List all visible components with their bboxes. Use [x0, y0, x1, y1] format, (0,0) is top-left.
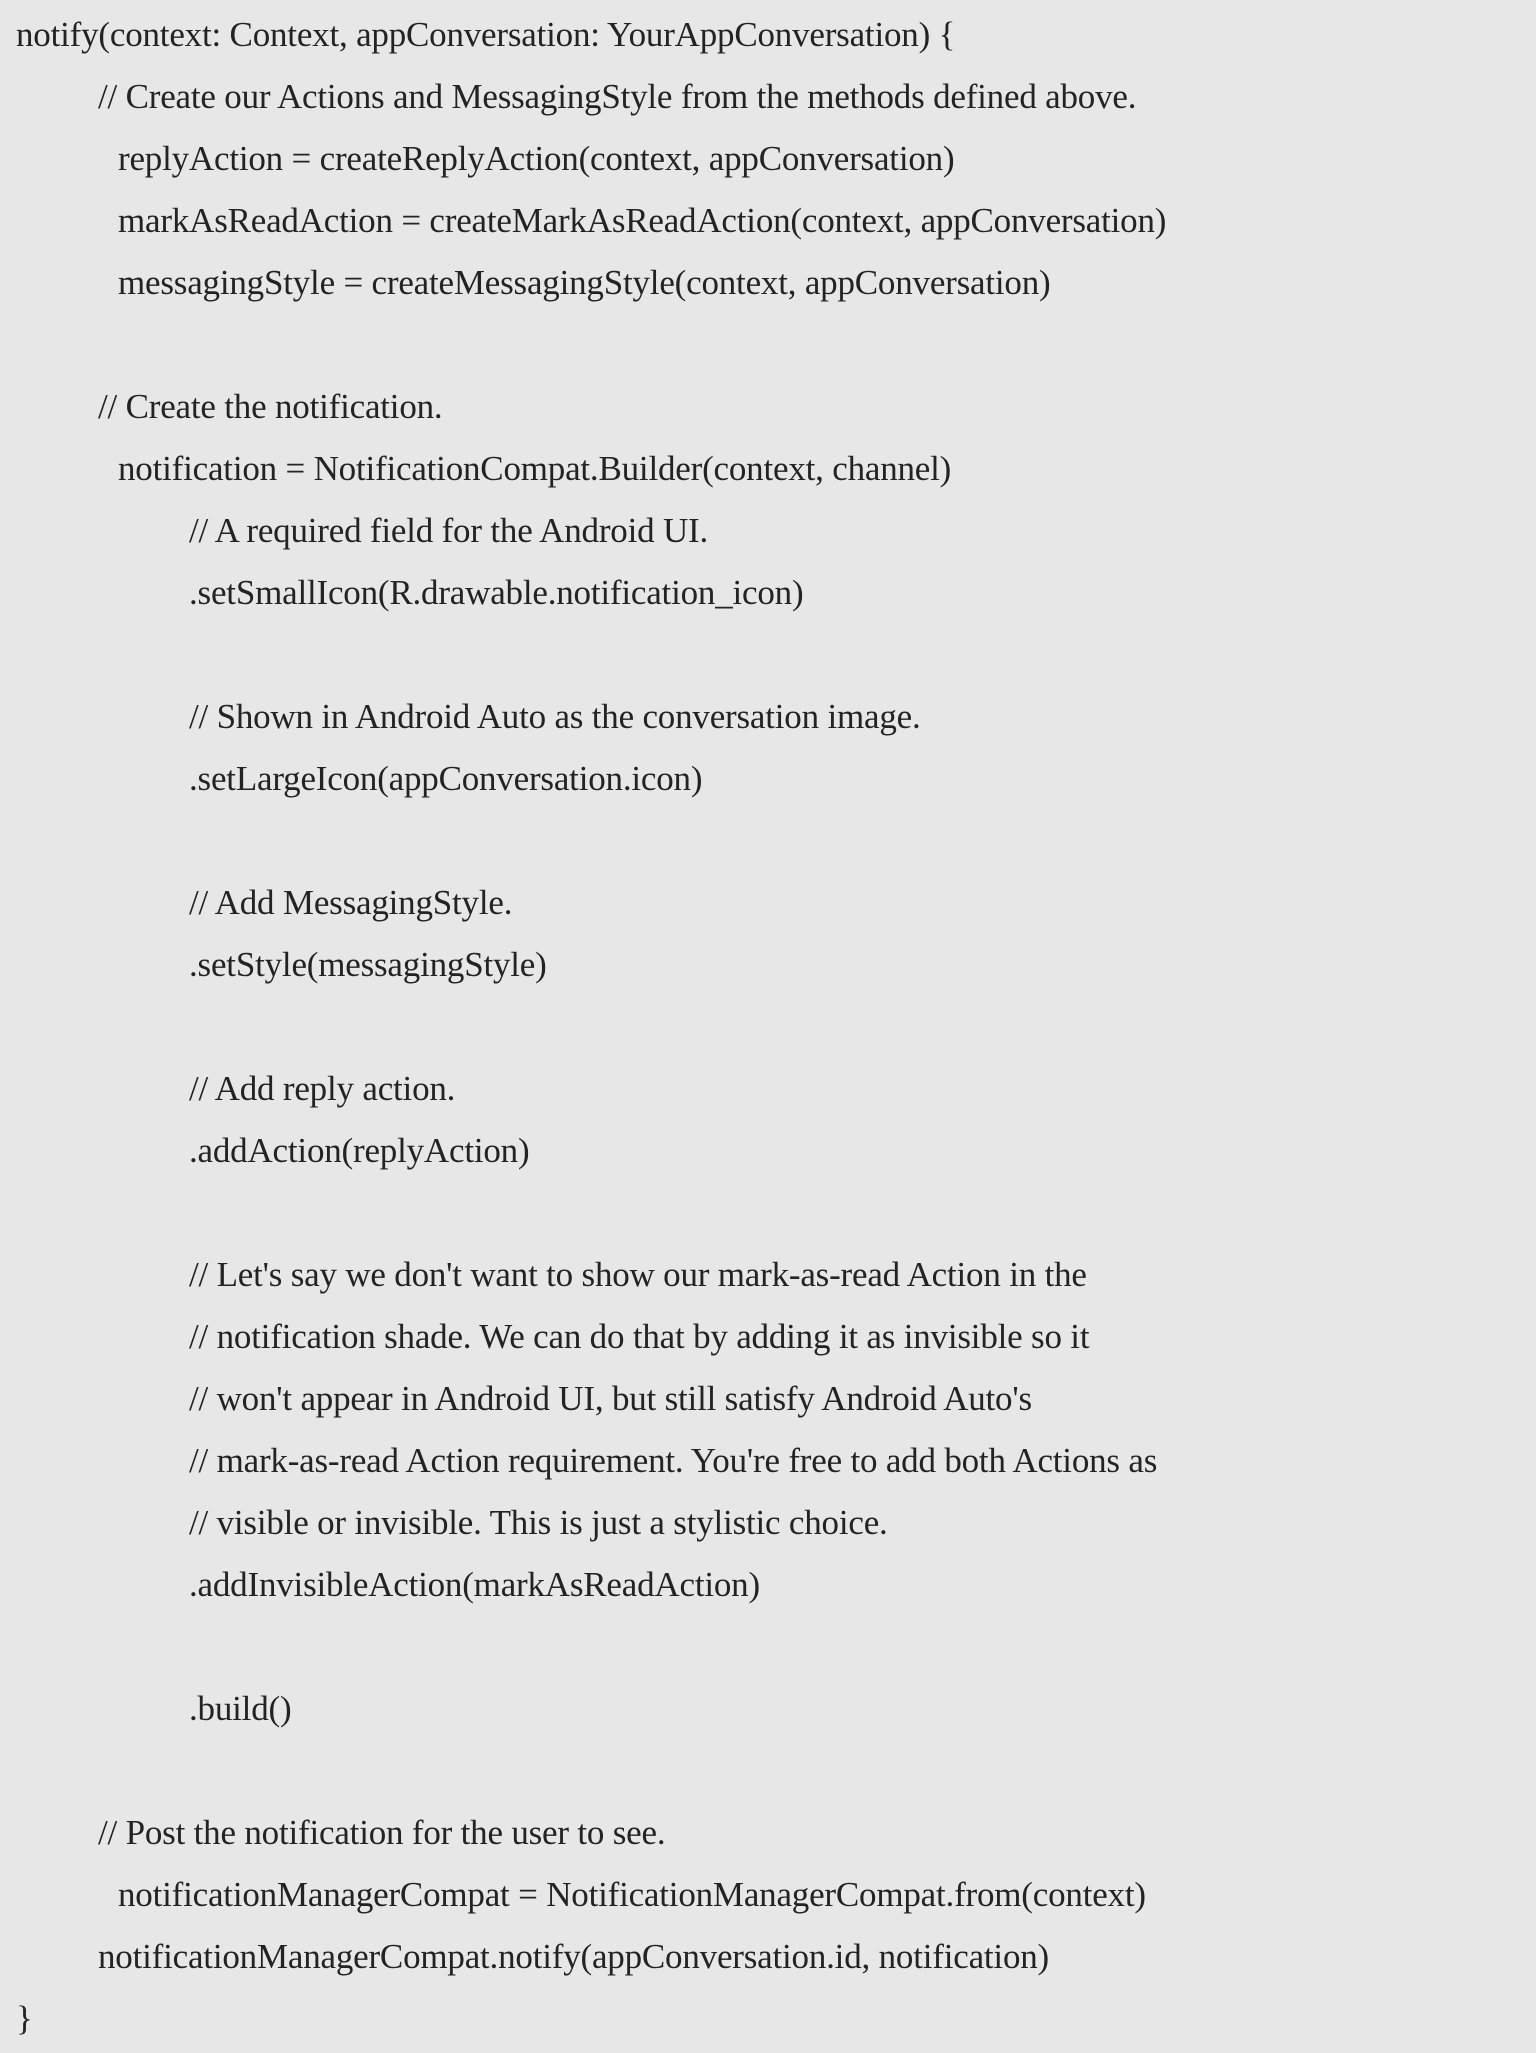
- code-line: replyAction = createReplyAction(context, appConversation): [118, 139, 955, 178]
- comment-line: // Shown in Android Auto as the conversation image.: [189, 697, 921, 736]
- code-line: notificationManagerCompat = NotificationManagerCompat.from(context): [118, 1875, 1146, 1914]
- comment-line: // A required field for the Android UI.: [189, 511, 709, 550]
- code-line: .setSmallIcon(R.drawable.notification_icon): [189, 573, 804, 612]
- comment-line: // Add MessagingStyle.: [189, 883, 513, 922]
- comment-line: // Add reply action.: [189, 1069, 456, 1108]
- code-line: .addInvisibleAction(markAsReadAction): [189, 1565, 760, 1604]
- code-line: .setLargeIcon(appConversation.icon): [189, 759, 703, 798]
- comment-line: // Create the notification.: [98, 387, 443, 426]
- function-signature-line: notify(context: Context, appConversation: YourAppConversation) {: [16, 15, 956, 54]
- code-line: messagingStyle = createMessagingStyle(context, appConversation): [118, 263, 1051, 302]
- code-line: notification = NotificationCompat.Builder(context, channel): [118, 449, 952, 488]
- comment-line: // Post the notification for the user to see.: [98, 1813, 666, 1852]
- code-line: notificationManagerCompat.notify(appConversation.id, notification): [98, 1937, 1050, 1976]
- code-line: markAsReadAction = createMarkAsReadAction(context, appConversation): [118, 201, 1167, 240]
- code-line: .setStyle(messagingStyle): [189, 945, 547, 984]
- comment-line: // mark-as-read Action requirement. You're free to add both Actions as: [189, 1441, 1158, 1480]
- comment-line: // Let's say we don't want to show our mark-as-read Action in the: [189, 1255, 1087, 1294]
- comment-line: // Create our Actions and MessagingStyle from the methods defined above.: [98, 77, 1137, 116]
- closing-brace: }: [16, 1999, 33, 2038]
- comment-line: // won't appear in Android UI, but still satisfy Android Auto's: [189, 1379, 1032, 1418]
- comment-line: // visible or invisible. This is just a stylistic choice.: [189, 1503, 888, 1542]
- comment-line: // notification shade. We can do that by adding it as invisible so it: [189, 1317, 1090, 1356]
- code-line: .addAction(replyAction): [189, 1131, 530, 1170]
- code-line: .build(): [189, 1689, 292, 1728]
